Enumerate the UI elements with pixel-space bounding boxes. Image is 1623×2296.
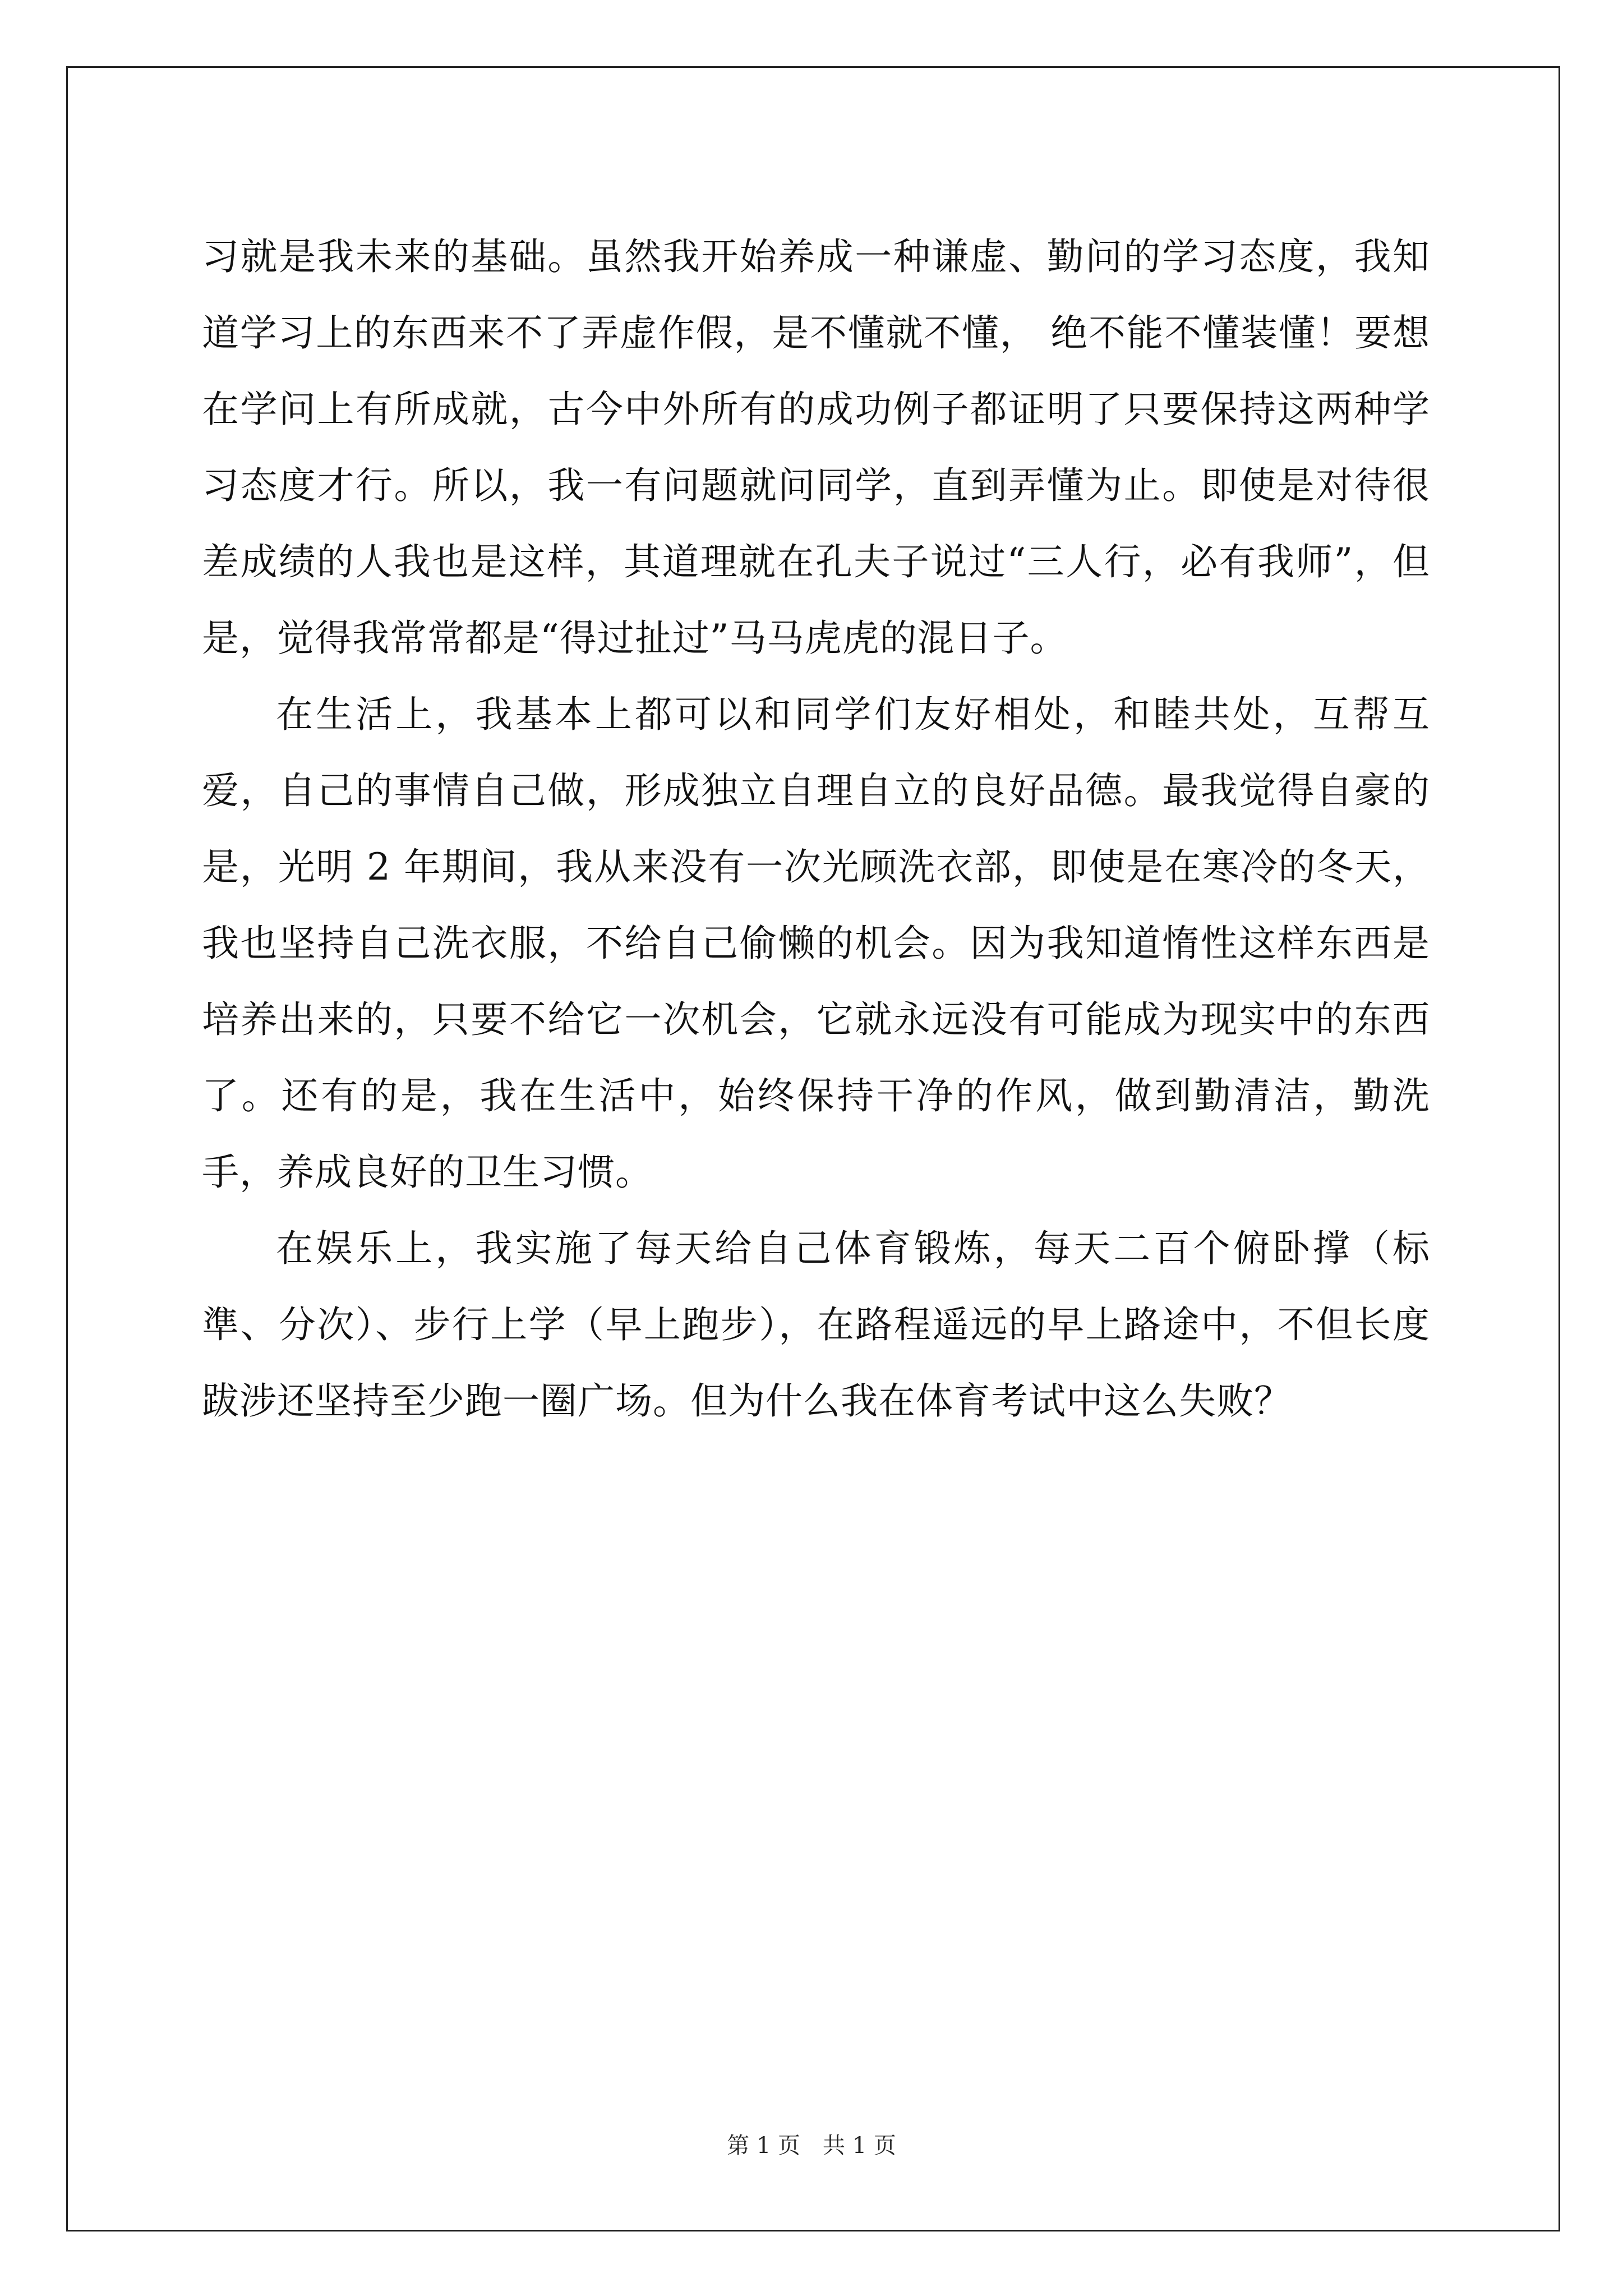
page-footer: 第 1 页 共 1 页 [727,2133,896,2159]
paragraph-life: 在生活上，我基本上都可以和同学们友好相处，和睦共处，互帮互爱，自己的事情自己做，形成独立自理自立的良好品德。最我觉得自豪的是，光明 2 年期间，我从来没有一次光顾洗衣部，即使是在寒冷的冬天，我也坚持自己洗衣服，不给自己偷懒的机会。因为我知道惰性这样东西是培养出来的，只要不给它一次机会，它就永远没有可能成为现实中的东西了。还有的是，我在生活中，始终保持干净的作风，做到勤清洁，勤洗手，养成良好的卫生习惯。 [202,693,1430,1194]
document-body [202,219,1430,1439]
paragraph-entertainment: 在娱乐上，我实施了每天给自己体育锻炼，每天二百个俯卧撑（标準、分次）、步行上学（早上跑步），在路程遥远的早上路途中，不但长度跋涉还坚持至少跑一圈广场。但为什么我在体育考试中这么失败？ [202,1227,1430,1423]
paragraph-study: 习就是我未来的基础。虽然我开始养成一种谦虚、勤问的学习态度，我知道学习上的东西来不了弄虚作假，是不懂就不懂， 绝不能不懂装懂！要想在学问上有所成就，古今中外所有的成功例子都证明了只要保持这两种学习态度才行。所以，我一有问题就问同学，直到弄懂为止。即使是对待很差成绩的人我也是这样，其道理就在孔夫子说过“三人行，必有我师”，但是，觉得我常常都是“得过扯过”马马虎虎的混日子。 [202,235,1430,660]
